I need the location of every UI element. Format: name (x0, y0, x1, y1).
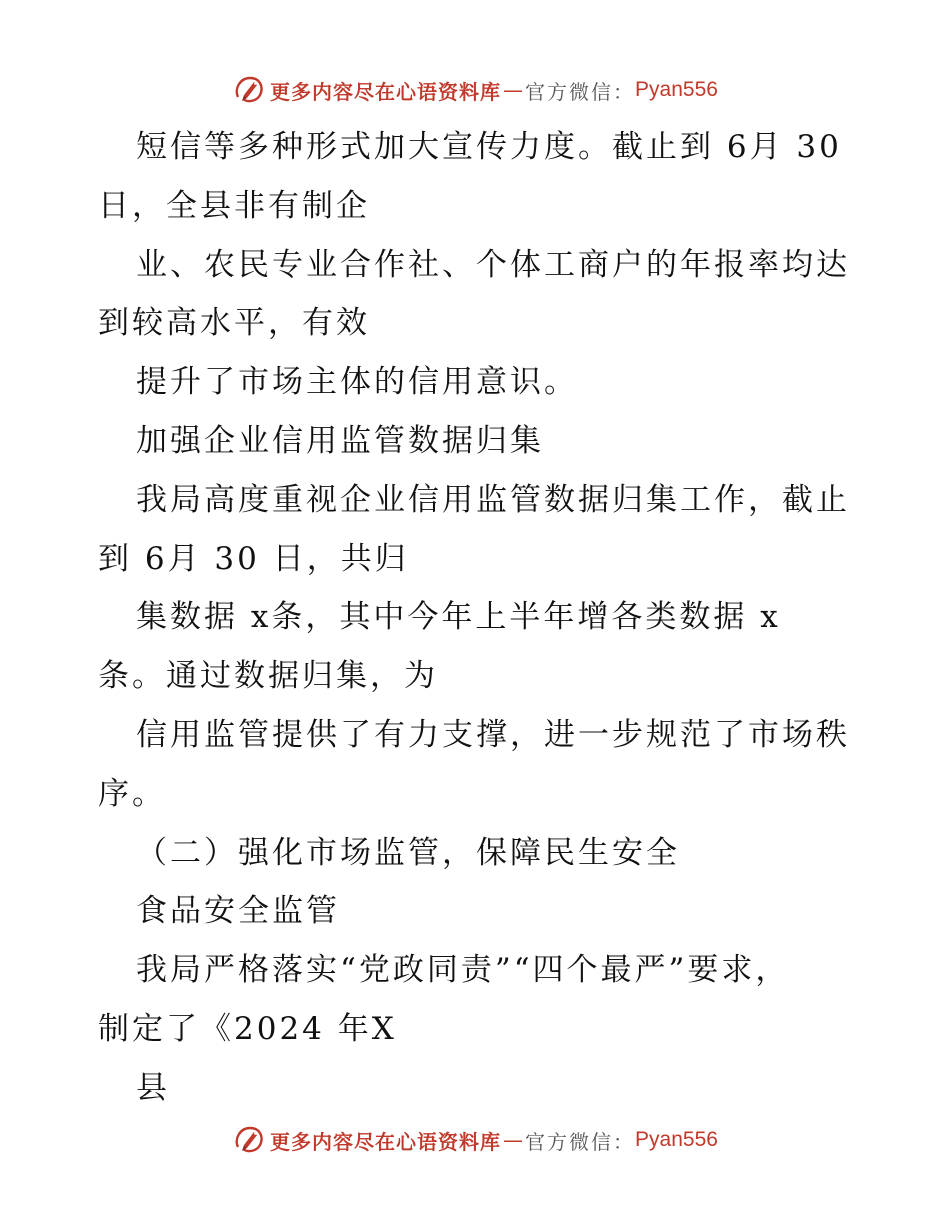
watermark-wechat-id: Pyan556 (635, 1128, 718, 1151)
pen-nib-swirl-icon (232, 1123, 266, 1157)
section-heading: 食品安全监管 (136, 893, 340, 930)
document-body (98, 118, 858, 1118)
body-line: 我局严格落实“党政同责”“四个最严”要求， (136, 952, 790, 989)
pen-nib-swirl-icon (232, 73, 266, 107)
watermark-official: 官方微信： (525, 79, 636, 104)
body-line: 到较高水平，有效 (98, 305, 370, 342)
body-line: 制定了《2024 年X (98, 1010, 397, 1047)
watermark-wechat-id: Pyan556 (635, 78, 718, 101)
body-line: 条。通过数据归集，为 (98, 658, 438, 695)
body-line: 到 6月 30 日，共归 (98, 540, 409, 577)
section-heading: （二）强化市场监管，保障民生安全 (136, 834, 680, 871)
body-line: 集数据 x条，其中今年上半年增各类数据 x (136, 599, 781, 636)
watermark-footer (0, 1120, 950, 1160)
watermark-brand: 更多内容尽在心语资料库 (270, 79, 502, 104)
watermark-official: 官方微信： (525, 1129, 636, 1154)
watermark-header (0, 70, 950, 110)
body-line: 短信等多种形式加大宣传力度。截止到 6月 30 (136, 129, 842, 165)
watermark-dash: — (503, 78, 524, 102)
body-line: 提升了市场主体的信用意识。 (136, 364, 578, 401)
body-line: 我局高度重视企业信用监管数据归集工作，截止 (136, 481, 850, 518)
section-heading: 加强企业信用监管数据归集 (136, 422, 544, 459)
body-line: 序。 (98, 775, 166, 812)
body-line: 县 (136, 1069, 170, 1106)
body-line: 业、农民专业合作社、个体工商户的年报率均达 (136, 246, 850, 283)
watermark-dash: — (503, 1128, 524, 1152)
watermark-brand: 更多内容尽在心语资料库 (270, 1129, 502, 1154)
body-line: 日，全县非有制企 (98, 187, 370, 224)
body-line: 信用监管提供了有力支撑，进一步规范了市场秩 (136, 716, 850, 753)
